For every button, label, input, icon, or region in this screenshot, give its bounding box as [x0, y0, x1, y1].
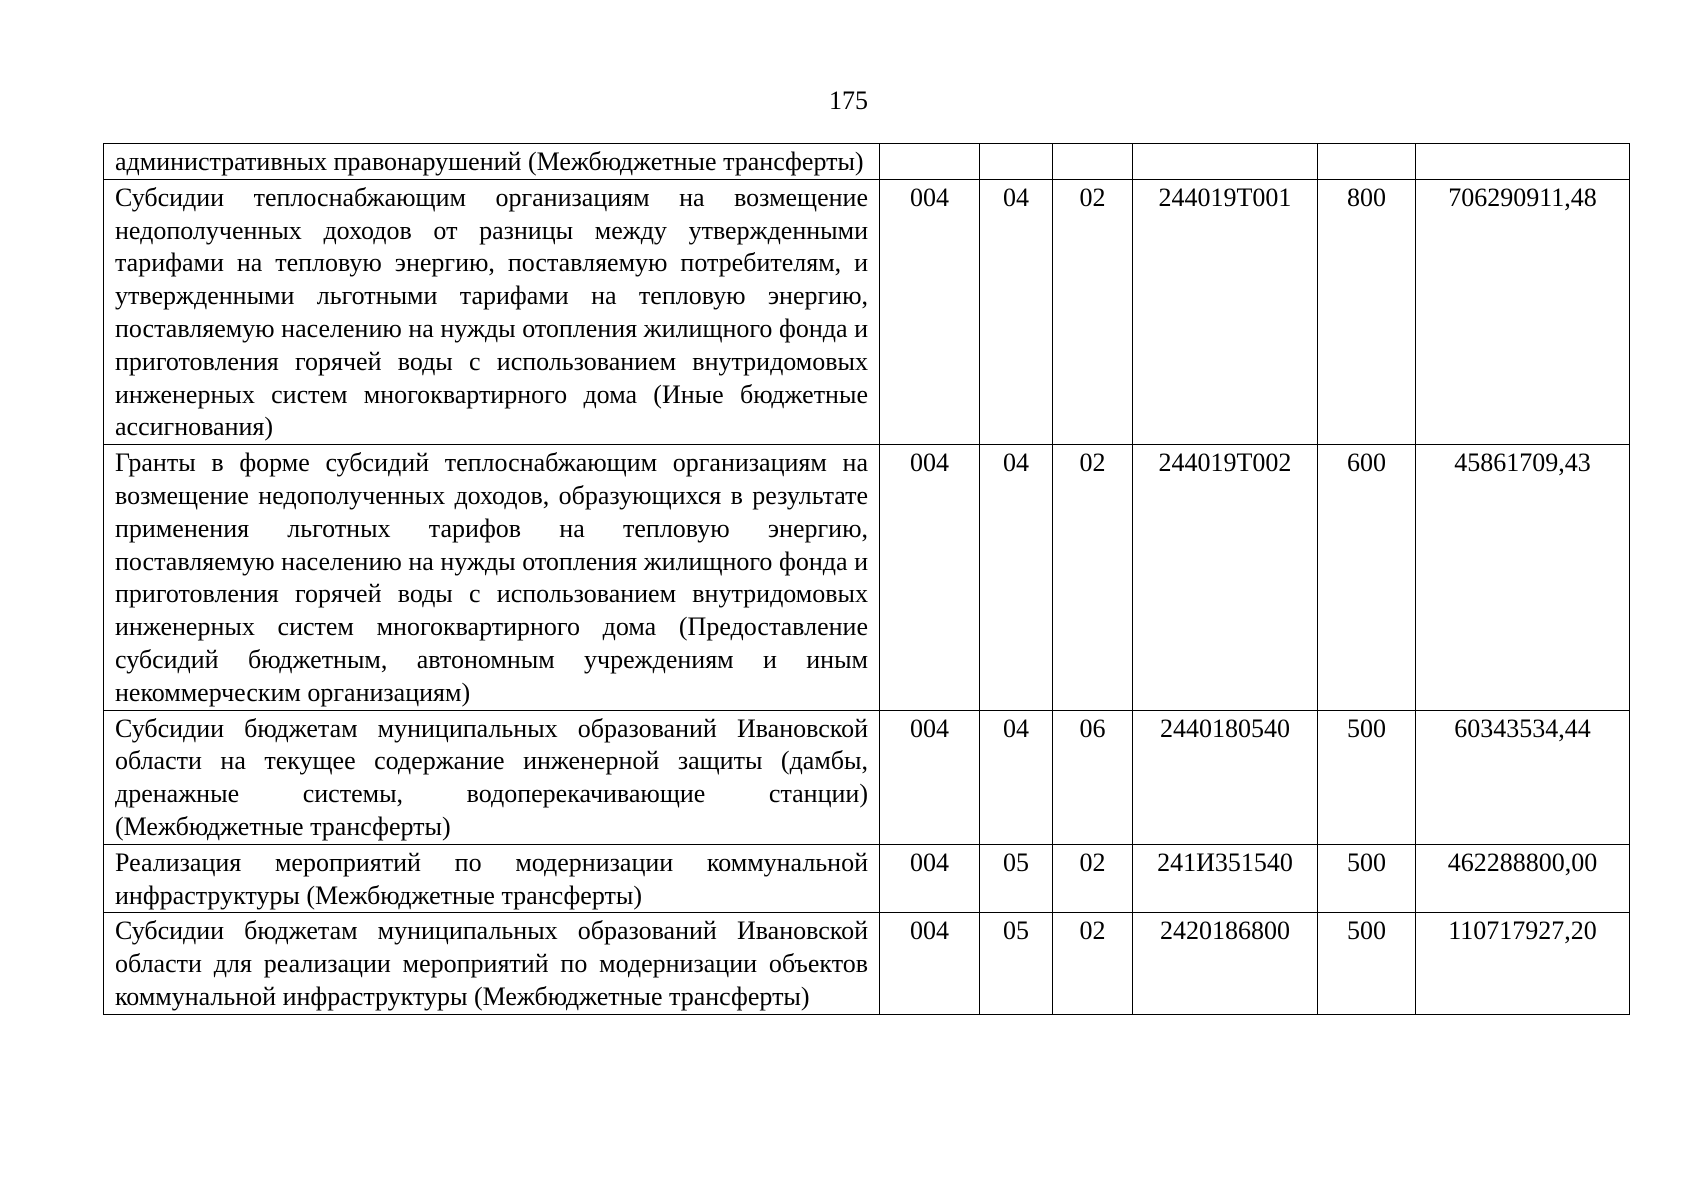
description-line: Субсидии бюджетам муниципальных образований [115, 916, 717, 946]
rz-code-cell [980, 144, 1053, 180]
table-row [104, 913, 1630, 1014]
description-line: результате применения льготных тарифов на тепловую [115, 480, 869, 543]
rz-code-cell: 04 [980, 179, 1053, 444]
gr-code-cell: 004 [880, 913, 980, 1014]
page-number: 175 [829, 86, 868, 115]
description-line: Гранты в форме субсидий теплоснабжающим организациям [115, 448, 827, 478]
description-line: (Межбюджетные трансферты) [473, 981, 810, 1011]
csr-code-cell: 2440180540 [1133, 710, 1318, 844]
gr-code-cell: 004 [880, 445, 980, 710]
sum-cell: 45861709,43 [1416, 445, 1630, 710]
vr-code-cell: 500 [1318, 710, 1416, 844]
sum-cell: 462288800,00 [1416, 844, 1630, 913]
description-line: на возмещение недополученных доходов, образующихся в [115, 448, 868, 510]
description-line: недополученных доходов от разницы между утвержденными [115, 215, 868, 245]
pr-code-cell [1053, 144, 1133, 180]
description-cell [104, 179, 880, 444]
description-line: Субсидии теплоснабжающим организациям на возмещение [115, 182, 868, 212]
description-line: энергию, поставляемую населению на нужды отопления [115, 513, 868, 576]
sum-cell: 706290911,48 [1416, 179, 1630, 444]
description-line: трансферты) [723, 147, 864, 176]
description-cell [104, 844, 880, 913]
description-line: многоквартирного дома (Иные бюджетные ассигнования) [115, 379, 868, 442]
description-line: отопления жилищного фонда и приготовления горячей воды [115, 313, 868, 376]
description-line: некоммерческим организациям) [115, 677, 471, 707]
vr-code-cell: 600 [1318, 445, 1416, 710]
pr-code-cell: 02 [1053, 844, 1133, 913]
gr-code-cell: 004 [880, 710, 980, 844]
description-line: потребителям, и утвержденными льготными тарифами на [115, 248, 869, 311]
description-line: Ивановской области на текущее содержание инженерной [115, 713, 868, 776]
rz-code-cell: 05 [980, 913, 1053, 1014]
description-line: тарифами на тепловую энергию, поставляемую [115, 248, 668, 278]
description-line: станции) (Межбюджетные трансферты) [115, 779, 868, 841]
description-line: инфраструктуры (Межбюджетные трансферты) [115, 880, 642, 910]
gr-code-cell: 004 [880, 844, 980, 913]
description-line: защиты (дамбы, дренажные системы, водоперекачивающие [115, 746, 868, 809]
vr-code-cell: 500 [1318, 913, 1416, 1014]
sum-cell: 60343534,44 [1416, 710, 1630, 844]
description-cell [104, 913, 880, 1014]
description-line: административных правонарушений (Межбюджетные [115, 147, 717, 176]
description-line: жилищного фонда и приготовления горячей воды с [115, 546, 868, 609]
description-line: бюджетным, автономным учреждениям и иным [247, 644, 869, 674]
description-cell [104, 144, 880, 180]
csr-code-cell [1133, 144, 1318, 180]
description-cell [104, 710, 880, 844]
vr-code-cell: 800 [1318, 179, 1416, 444]
csr-code-cell: 244019Т001 [1133, 179, 1318, 444]
description-cell [104, 445, 880, 710]
budget-table [103, 143, 1630, 1015]
vr-code-cell [1318, 144, 1416, 180]
table-row [104, 445, 1630, 710]
table-body [104, 144, 1630, 1015]
description-line: Ивановской области для реализации мероприятий по [115, 916, 868, 979]
description-line: тепловую энергию, поставляемую населению на нужды [115, 281, 869, 343]
csr-code-cell: 241И351540 [1133, 844, 1318, 913]
description-line: Субсидии бюджетам муниципальных образований [115, 713, 717, 743]
pr-code-cell: 02 [1053, 445, 1133, 710]
description-line: многоквартирного дома (Предоставление субсидий [115, 612, 868, 674]
table-row [104, 144, 1630, 180]
gr-code-cell: 004 [880, 179, 980, 444]
sum-cell: 110717927,20 [1416, 913, 1630, 1014]
rz-code-cell: 04 [980, 445, 1053, 710]
csr-code-cell: 244019Т002 [1133, 445, 1318, 710]
table-row [104, 844, 1630, 913]
description-line: использованием внутридомовых инженерных систем [115, 579, 868, 642]
pr-code-cell: 02 [1053, 913, 1133, 1014]
description-line: с использованием внутридомовых инженерных систем [115, 346, 869, 409]
gr-code-cell [880, 144, 980, 180]
sum-cell [1416, 144, 1630, 180]
description-line: Реализация мероприятий по модернизации коммунальной [115, 847, 868, 877]
table-row [104, 179, 1630, 444]
vr-code-cell: 500 [1318, 844, 1416, 913]
pr-code-cell: 06 [1053, 710, 1133, 844]
rz-code-cell: 05 [980, 844, 1053, 913]
rz-code-cell: 04 [980, 710, 1053, 844]
description-line: модернизации объектов коммунальной инфраструктуры [115, 949, 869, 1011]
table-row [104, 710, 1630, 844]
pr-code-cell: 02 [1053, 179, 1133, 444]
csr-code-cell: 2420186800 [1133, 913, 1318, 1014]
